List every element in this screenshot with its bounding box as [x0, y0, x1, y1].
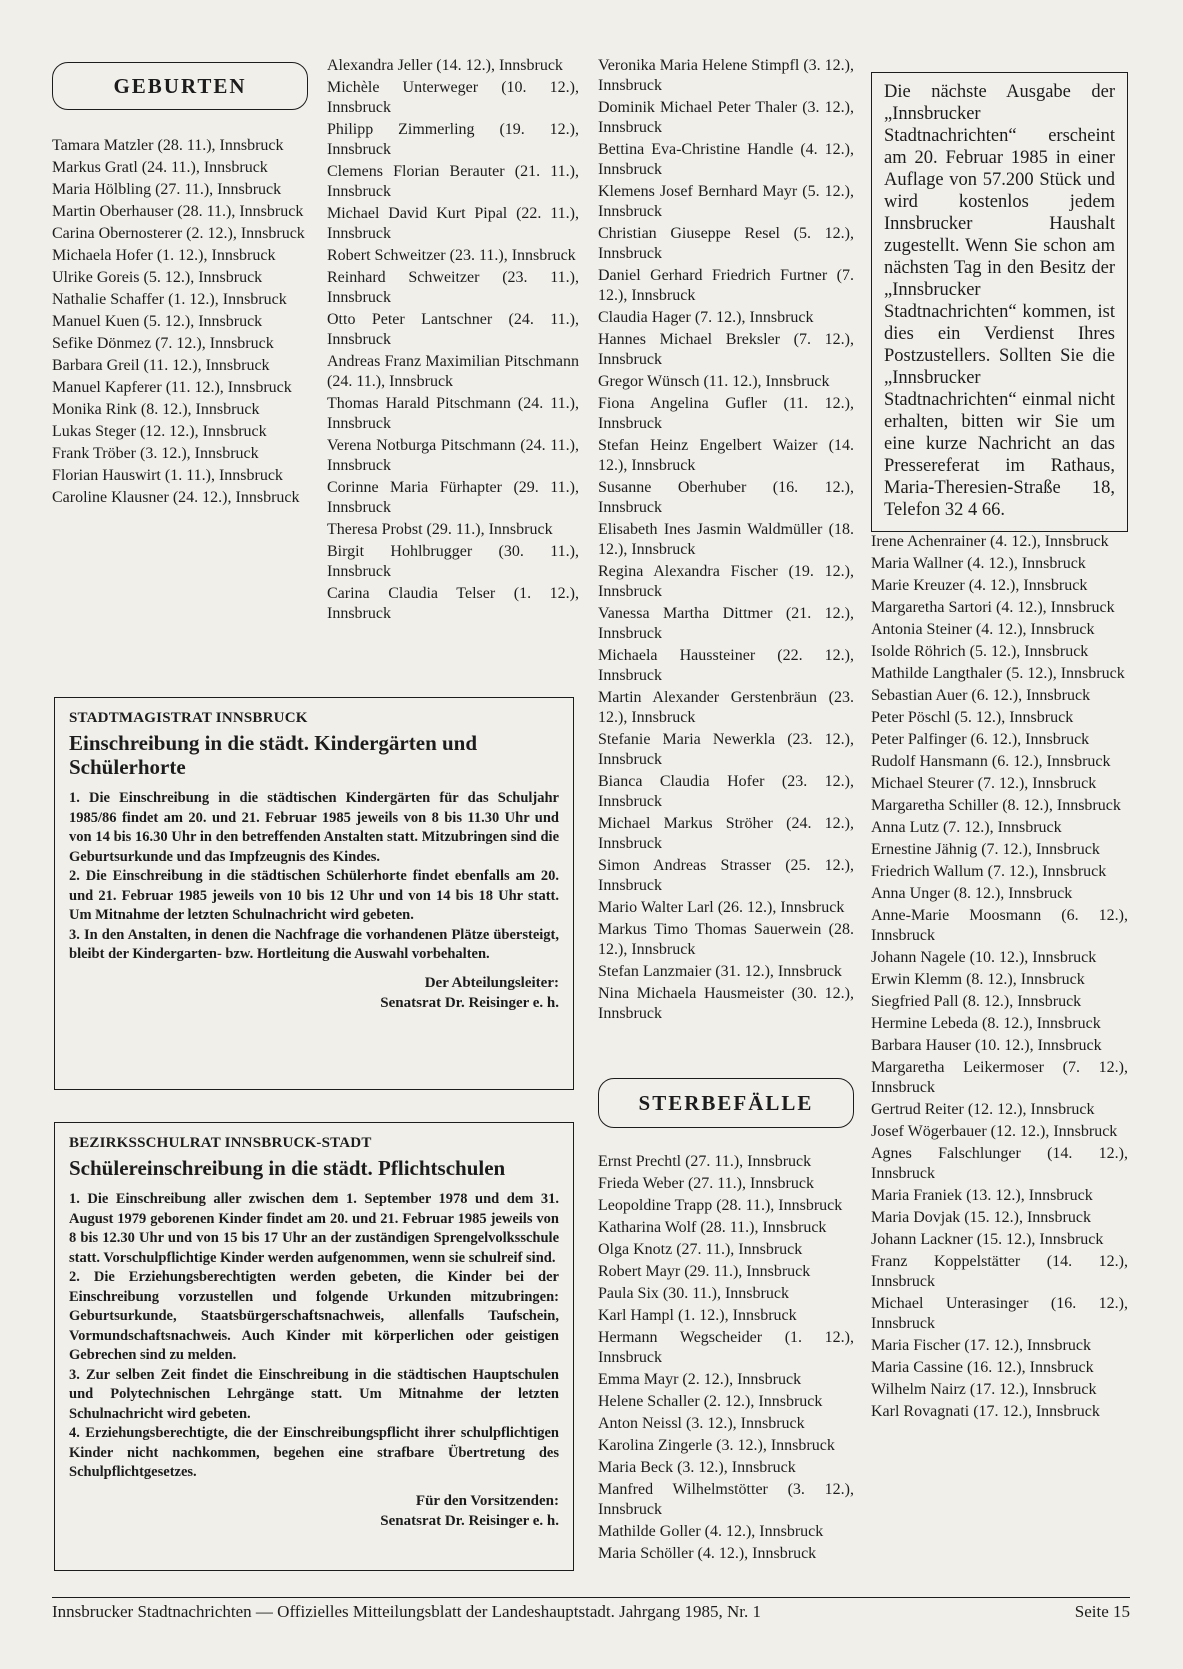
list-item: Michèle Unterweger (10. 12.), Innsbruck [327, 79, 579, 116]
list-item: Johann Nagele (10. 12.), Innsbruck [871, 949, 1097, 966]
list-item: Andreas Franz Maximilian Pitschmann (24. 11.), Innsbruck [327, 353, 579, 390]
list-item: Bettina Eva-Christine Handle (4. 12.), Innsbruck [598, 141, 854, 178]
list-item: Karolina Zingerle (3. 12.), Innsbruck [598, 1437, 835, 1454]
list-item: Ulrike Goreis (5. 12.), Innsbruck [52, 269, 263, 286]
list-item: Florian Hauswirt (1. 11.), Innsbruck [52, 467, 283, 484]
list-item: Mathilde Langthaler (5. 12.), Innsbruck [871, 665, 1125, 682]
list-item: Regina Alexandra Fischer (19. 12.), Innsbruck [598, 563, 854, 600]
deaths-list-3 [598, 1152, 854, 1564]
list-item: Michael Unterasinger (16. 12.), Innsbruck [871, 1295, 1128, 1332]
footer-page-number: Seite 15 [1074, 1602, 1130, 1621]
list-item: Hermann Wegscheider (1. 12.), Innsbruck [598, 1329, 854, 1366]
list-item: Nathalie Schaffer (1. 12.), Innsbruck [52, 291, 287, 308]
deaths-list-4 [871, 532, 1128, 1422]
list-item: Maria Dovjak (15. 12.), Innsbruck [871, 1209, 1091, 1226]
list-item: Antonia Steiner (4. 12.), Innsbruck [871, 621, 1095, 638]
list-item: Manuel Kuen (5. 12.), Innsbruck [52, 313, 263, 330]
list-item: Dominik Michael Peter Thaler (3. 12.), Innsbruck [598, 99, 854, 136]
list-item: Margaretha Sartori (4. 12.), Innsbruck [871, 599, 1115, 616]
list-item: Nina Michaela Hausmeister (30. 12.), Innsbruck [598, 985, 854, 1022]
list-item: Rudolf Hansmann (6. 12.), Innsbruck [871, 753, 1111, 770]
list-item: Wilhelm Nairz (17. 12.), Innsbruck [871, 1381, 1097, 1398]
school-notice-signature [69, 1491, 559, 1531]
births-list-1 [52, 136, 308, 508]
list-item: Margaretha Leikermoser (7. 12.), Innsbruck [871, 1059, 1128, 1096]
school-notice-paragraph-2: 2. Die Erziehungsberechtigten werden gebeten, die Kinder bei der Einschreibung vorzustellen und folgende Urkunden mitzubringen: Geburtsurkunde, Staatsbürgerschaftsnachweis, allenfalls Taufschein, Vormundschaftsnachweis. Auch Kinder mit körperlichen oder geistigen Gebrechen sind zu melden. [69, 1269, 559, 1363]
births-column-3 [598, 56, 854, 1026]
list-item: Fiona Angelina Gufler (11. 12.), Innsbruck [598, 395, 854, 432]
deaths-column-3 [598, 1078, 854, 1566]
list-item: Martin Oberhauser (28. 11.), Innsbruck [52, 203, 304, 220]
list-item: Michael David Kurt Pipal (22. 11.), Innsbruck [327, 205, 579, 242]
list-item: Anne-Marie Moosmann (6. 12.), Innsbruck [871, 907, 1128, 944]
list-item: Emma Mayr (2. 12.), Innsbruck [598, 1371, 802, 1388]
list-item: Caroline Klausner (24. 12.), Innsbruck [52, 489, 300, 506]
list-item: Markus Timo Thomas Sauerwein (28. 12.), Innsbruck [598, 921, 854, 958]
page-footer [52, 1597, 1130, 1622]
list-item: Gertrud Reiter (12. 12.), Innsbruck [871, 1101, 1095, 1118]
list-item: Theresa Probst (29. 11.), Innsbruck [327, 521, 553, 538]
school-notice-title: Schülereinschreibung in die städt. Pflichtschulen [69, 1156, 506, 1180]
list-item: Leopoldine Trapp (28. 11.), Innsbruck [598, 1197, 843, 1214]
kindergarten-notice-signature [69, 973, 559, 1013]
list-item: Michaela Hofer (1. 12.), Innsbruck [52, 247, 276, 264]
list-item: Otto Peter Lantschner (24. 11.), Innsbruck [327, 311, 579, 348]
list-item: Martin Alexander Gerstenbräun (23. 12.), Innsbruck [598, 689, 854, 726]
school-notice-paragraph-3: 3. Zur selben Zeit findet die Einschreibung in die städtischen Hauptschulen und Polytechnischen Lehrgänge statt. Um Mitnahme der letzten Schulnachricht wird gebeten. [69, 1366, 559, 1422]
kindergarten-notice-title: Einschreibung in die städt. Kindergärten und Schülerhorte [69, 731, 478, 779]
list-item: Peter Palfinger (6. 12.), Innsbruck [871, 731, 1090, 748]
list-item: Christian Giuseppe Resel (5. 12.), Innsbruck [598, 225, 854, 262]
births-column-1 [52, 62, 308, 510]
list-item: Agnes Falschlunger (14. 12.), Innsbruck [871, 1145, 1128, 1182]
list-item: Johann Lackner (15. 12.), Innsbruck [871, 1231, 1104, 1248]
list-item: Michael Steurer (7. 12.), Innsbruck [871, 775, 1097, 792]
list-item: Robert Schweitzer (23. 11.), Innsbruck [327, 247, 576, 264]
births-list-3 [598, 56, 854, 1024]
list-item: Monika Rink (8. 12.), Innsbruck [52, 401, 260, 418]
list-item: Gregor Wünsch (11. 12.), Innsbruck [598, 373, 830, 390]
list-item: Stefan Heinz Engelbert Waizer (14. 12.), Innsbruck [598, 437, 854, 474]
kindergarten-notice [54, 697, 574, 1090]
list-item: Ernst Prechtl (27. 11.), Innsbruck [598, 1153, 812, 1170]
births-list-2 [327, 56, 579, 624]
list-item: Elisabeth Ines Jasmin Waldmüller (18. 12.), Innsbruck [598, 521, 854, 558]
list-item: Anna Lutz (7. 12.), Innsbruck [871, 819, 1062, 836]
list-item: Clemens Florian Berauter (21. 11.), Innsbruck [327, 163, 579, 200]
deaths-column-4 [871, 532, 1128, 1424]
list-item: Sefike Dönmez (7. 12.), Innsbruck [52, 335, 274, 352]
list-item: Bianca Claudia Hofer (23. 12.), Innsbruck [598, 773, 854, 810]
list-item: Markus Gratl (24. 11.), Innsbruck [52, 159, 268, 176]
list-item: Susanne Oberhuber (16. 12.), Innsbruck [598, 479, 854, 516]
list-item: Carina Obernosterer (2. 12.), Innsbruck [52, 225, 305, 242]
list-item: Maria Beck (3. 12.), Innsbruck [598, 1459, 796, 1476]
kindergarten-notice-signature-role: Der Abteilungsleiter: [424, 974, 559, 991]
list-item: Mario Walter Larl (26. 12.), Innsbruck [598, 899, 845, 916]
list-item: Anton Neissl (3. 12.), Innsbruck [598, 1415, 805, 1432]
kindergarten-notice-paragraph-2: 2. Die Einschreibung in die städtischen Schülerhorte findet ebenfalls am 20. und 21. Februar 1985 jeweils von 10 bis 12 Uhr und von 14 bis 18 Uhr statt. Um Mitnahme der letzten Schulnachricht wird gebeten. [69, 868, 559, 923]
list-item: Margaretha Schiller (8. 12.), Innsbruck [871, 797, 1121, 814]
births-heading: GEBURTEN [52, 62, 308, 110]
list-item: Erwin Klemm (8. 12.), Innsbruck [871, 971, 1085, 988]
list-item: Anna Unger (8. 12.), Innsbruck [871, 885, 1073, 902]
list-item: Corinne Maria Fürhapter (29. 11.), Innsbruck [327, 479, 579, 516]
list-item: Maria Fischer (17. 12.), Innsbruck [871, 1337, 1091, 1354]
list-item: Manuel Kapferer (11. 12.), Innsbruck [52, 379, 292, 396]
list-item: Robert Mayr (29. 11.), Innsbruck [598, 1263, 811, 1280]
list-item: Isolde Röhrich (5. 12.), Innsbruck [871, 643, 1089, 660]
school-notice-org: BEZIRKSSCHULRAT INNSBRUCK-STADT [69, 1135, 372, 1151]
list-item: Alexandra Jeller (14. 12.), Innsbruck [327, 57, 563, 74]
list-item: Sebastian Auer (6. 12.), Innsbruck [871, 687, 1091, 704]
list-item: Manfred Wilhelmstötter (3. 12.), Innsbruck [598, 1481, 854, 1518]
list-item: Helene Schaller (2. 12.), Innsbruck [598, 1393, 823, 1410]
list-item: Veronika Maria Helene Stimpfl (3. 12.), Innsbruck [598, 57, 854, 94]
list-item: Reinhard Schweitzer (23. 11.), Innsbruck [327, 269, 579, 306]
list-item: Karl Rovagnati (17. 12.), Innsbruck [871, 1403, 1100, 1420]
list-item: Maria Wallner (4. 12.), Innsbruck [871, 555, 1086, 572]
list-item: Paula Six (30. 11.), Innsbruck [598, 1285, 789, 1302]
list-item: Simon Andreas Strasser (25. 12.), Innsbruck [598, 857, 854, 894]
list-item: Klemens Josef Bernhard Mayr (5. 12.), Innsbruck [598, 183, 854, 220]
list-item: Barbara Greil (11. 12.), Innsbruck [52, 357, 270, 374]
school-notice [54, 1122, 574, 1571]
school-notice-signature-role: Für den Vorsitzenden: [415, 1492, 559, 1509]
list-item: Philipp Zimmerling (19. 12.), Innsbruck [327, 121, 579, 158]
kindergarten-notice-org: STADTMAGISTRAT INNSBRUCK [69, 710, 308, 726]
list-item: Irene Achenrainer (4. 12.), Innsbruck [871, 533, 1109, 550]
school-notice-paragraph-4: 4. Erziehungsberechtigte, die der Einschreibungspflicht ihrer schulpflichtigen Kinder nicht nachkommen, begehen eine strafbare Übertretung des Schulpflichtgesetzes. [69, 1425, 559, 1480]
list-item: Friedrich Wallum (7. 12.), Innsbruck [871, 863, 1107, 880]
kindergarten-notice-signature-name: Senatsrat Dr. Reisinger e. h. [380, 994, 559, 1011]
list-item: Hannes Michael Breksler (7. 12.), Innsbruck [598, 331, 854, 368]
list-item: Hermine Lebeda (8. 12.), Innsbruck [871, 1015, 1101, 1032]
next-issue-info-text: Die nächste Ausgabe der „Innsbrucker Stadtnachrichten“ erscheint am 20. Februar 1985 in einer Auflage von 57.200 Stück und wird kostenlos jedem Innsbrucker Haushalt zugestellt. Wenn Sie schon am nächsten Tag in den Besitz der „Innsbrucker Stadtnachrichten“ kommen, ist dies ein Verdienst Ihres Postzustellers. Sollten Sie die „Innsbrucker Stadtnachrichten“ einmal nicht erhalten, bitten wir Sie um eine kurze Nachricht an das Pressereferat im Rathaus, Maria-Theresien-Straße 18, Telefon 32 4 66. [884, 82, 1115, 520]
school-notice-signature-name: Senatsrat Dr. Reisinger e. h. [380, 1512, 559, 1529]
list-item: Peter Pöschl (5. 12.), Innsbruck [871, 709, 1074, 726]
list-item: Verena Notburga Pitschmann (24. 11.), Innsbruck [327, 437, 579, 474]
list-item: Michael Markus Ströher (24. 12.), Innsbruck [598, 815, 854, 852]
list-item: Olga Knotz (27. 11.), Innsbruck [598, 1241, 803, 1258]
list-item: Carina Claudia Telser (1. 12.), Innsbruck [327, 585, 579, 622]
list-item: Maria Franiek (13. 12.), Innsbruck [871, 1187, 1093, 1204]
list-item: Claudia Hager (7. 12.), Innsbruck [598, 309, 814, 326]
births-column-2 [327, 56, 579, 626]
school-notice-paragraph-1: 1. Die Einschreibung aller zwischen dem 1. September 1978 und dem 31. August 1979 geborenen Kinder findet am 20. und 21. Februar 1985 jeweils von 8 bis 12.30 Uhr und von 15 bis 17 Uhr an der zuständigen Sprengelvolksschule statt. Vorschulpflichtige Kinder werden aufgenommen, wenn sie schulreif sind. [69, 1191, 559, 1266]
list-item: Katharina Wolf (28. 11.), Innsbruck [598, 1219, 827, 1236]
list-item: Karl Hampl (1. 12.), Innsbruck [598, 1307, 797, 1324]
list-item: Frieda Weber (27. 11.), Innsbruck [598, 1175, 814, 1192]
list-item: Maria Schöller (4. 12.), Innsbruck [598, 1545, 817, 1562]
footer-publication: Innsbrucker Stadtnachrichten — Offizielles Mitteilungsblatt der Landeshauptstadt. Jahrgang 1985, Nr. 1 [52, 1602, 761, 1621]
list-item: Thomas Harald Pitschmann (24. 11.), Innsbruck [327, 395, 579, 432]
list-item: Birgit Hohlbrugger (30. 11.), Innsbruck [327, 543, 579, 580]
list-item: Stefan Lanzmaier (31. 12.), Innsbruck [598, 963, 842, 980]
list-item: Maria Cassine (16. 12.), Innsbruck [871, 1359, 1094, 1376]
list-item: Marie Kreuzer (4. 12.), Innsbruck [871, 577, 1088, 594]
kindergarten-notice-paragraph-1: 1. Die Einschreibung in die städtischen Kindergärten für das Schuljahr 1985/86 findet am 20. und 21. Februar 1985 jeweils von 8 bis 11.30 Uhr und von 14 bis 16.30 Uhr in den betreffenden Anstalten statt. Mitzubringen sind die Geburtsurkunde und das Impfzeugnis des Kindes. [69, 790, 559, 865]
list-item: Barbara Hauser (10. 12.), Innsbruck [871, 1037, 1102, 1054]
list-item: Ernestine Jähnig (7. 12.), Innsbruck [871, 841, 1100, 858]
deaths-heading: STERBEFÄLLE [598, 1078, 854, 1128]
list-item: Siegfried Pall (8. 12.), Innsbruck [871, 993, 1082, 1010]
list-item: Maria Hölbling (27. 11.), Innsbruck [52, 181, 282, 198]
list-item: Michaela Haussteiner (22. 12.), Innsbruck [598, 647, 854, 684]
list-item: Mathilde Goller (4. 12.), Innsbruck [598, 1523, 824, 1540]
list-item: Daniel Gerhard Friedrich Furtner (7. 12.), Innsbruck [598, 267, 854, 304]
list-item: Franz Koppelstätter (14. 12.), Innsbruck [871, 1253, 1128, 1290]
list-item: Frank Tröber (3. 12.), Innsbruck [52, 445, 259, 462]
list-item: Lukas Steger (12. 12.), Innsbruck [52, 423, 267, 440]
list-item: Tamara Matzler (28. 11.), Innsbruck [52, 137, 284, 154]
list-item: Josef Wögerbauer (12. 12.), Innsbruck [871, 1123, 1118, 1140]
next-issue-info-box [871, 72, 1128, 532]
kindergarten-notice-paragraph-3: 3. In den Anstalten, in denen die Nachfrage die vorhandenen Plätze übersteigt, bleibt der Kindergarten- bzw. Hortleitung die Auswahl vorbehalten. [69, 926, 559, 962]
list-item: Stefanie Maria Newerkla (23. 12.), Innsbruck [598, 731, 854, 768]
list-item: Vanessa Martha Dittmer (21. 12.), Innsbruck [598, 605, 854, 642]
